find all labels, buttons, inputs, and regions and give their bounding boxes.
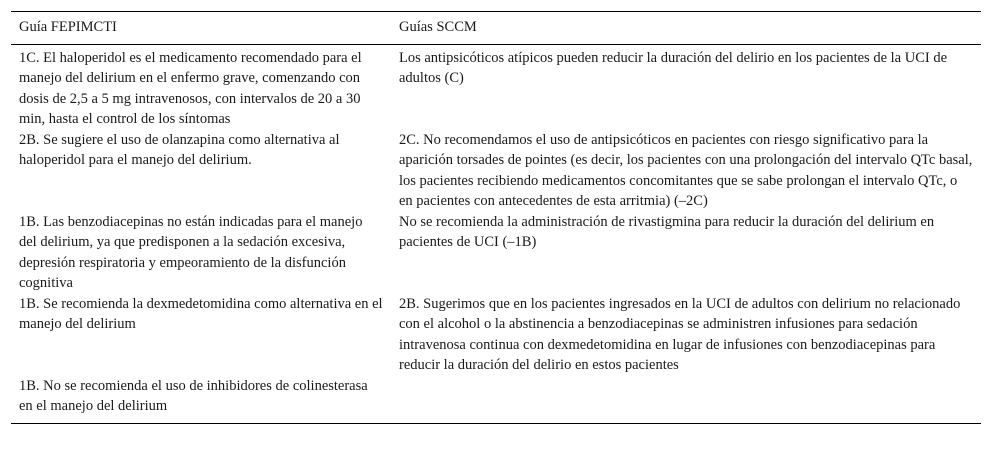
column-header-sccm: Guías SCCM — [399, 19, 477, 35]
sccm-cell: Los antipsicóticos atípicos pueden reducir la duración del delirio en los pacientes de la UCI de adultos (C) — [399, 49, 948, 86]
fepimcti-cell: 1C. El haloperidol es el medicamento recomendado para el manejo del delirium en el enfermo grave, comenzando con dosis de 2,5 a 5 mg intravenosos, con intervalos de 20 a 30 min, hasta el control de los síntomas — [19, 49, 362, 127]
column-header-fepimcti: Guía FEPIMCTI — [19, 19, 117, 35]
sccm-cell: 2C. No recomendamos el uso de antipsicóticos en pacientes con riesgo significativo para la aparición torsades de pointes (es decir, los pacientes con una prolongación del intervalo QTc basal, los pacientes recibiendo medicamentos concomitantes que se sabe prolongan el intervalo QTc, o en pacientes con antecedentes de esta arritmia) (–2C) — [399, 131, 973, 209]
table-row — [11, 294, 981, 376]
sccm-cell: 2B. Sugerimos que en los pacientes ingresados en la UCI de adultos con delirium no relacionado con el alcohol o la abstinencia a benzodiacepinas se administren infusiones para sedación intravenosa continua con dexmedetomidina en lugar de infusiones con benzodiacepinas para reducir la duración del delirio en estos pacientes — [399, 295, 961, 373]
header-row — [11, 12, 981, 45]
table-row — [11, 376, 981, 424]
sccm-cell — [391, 376, 981, 424]
fepimcti-cell: 2B. Se sugiere el uso de olanzapina como alternativa al haloperidol para el manejo del delirium. — [19, 131, 340, 168]
guidelines-comparison-table — [11, 11, 981, 424]
table-row — [11, 44, 981, 130]
table-row — [11, 130, 981, 212]
fepimcti-cell: 1B. Se recomienda la dexmedetomidina como alternativa en el manejo del delirium — [19, 295, 383, 332]
fepimcti-cell: 1B. Las benzodiacepinas no están indicadas para el manejo del delirium, ya que predisponen a la sedación excesiva, depresión respiratoria y empeoramiento de la disfunción cognitiva — [19, 213, 363, 291]
fepimcti-cell: 1B. No se recomienda el uso de inhibidores de colinesterasa en el manejo del delirium — [19, 377, 368, 414]
table-row — [11, 212, 981, 294]
sccm-cell: No se recomienda la administración de rivastigmina para reducir la duración del delirium en pacientes de UCI (–1B) — [399, 213, 935, 250]
